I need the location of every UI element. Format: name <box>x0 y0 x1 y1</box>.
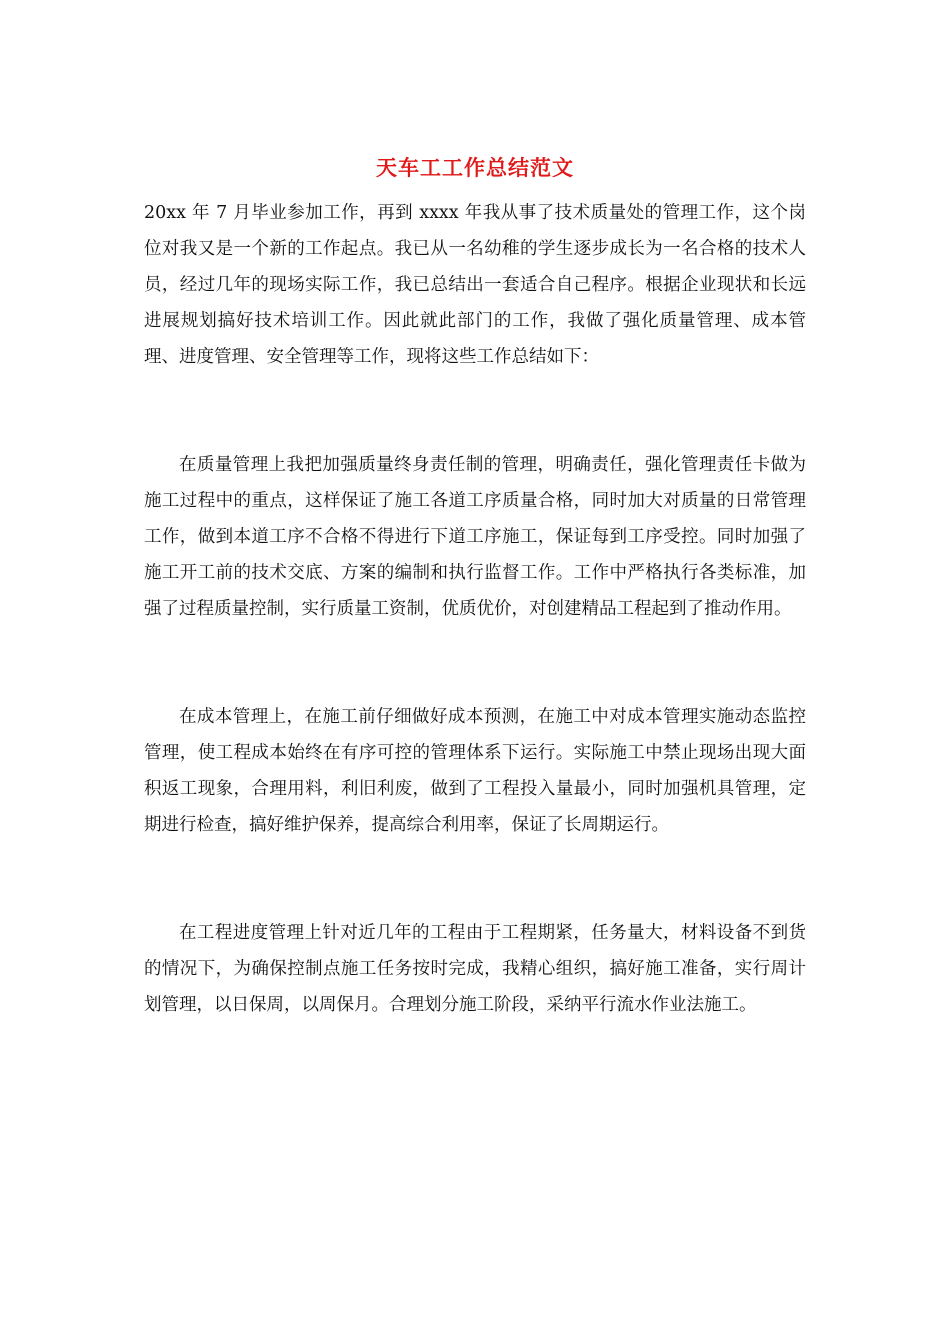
paragraph-cost-management: 在成本管理上，在施工前仔细做好成本预测，在施工中对成本管理实施动态监控管理，使工程成本始终在有序可控的管理体系下运行。实际施工中禁止现场出现大面积返工现象，合理用料，利旧利废，做到了工程投入量最小，同时加强机具管理，定期进行检查，搞好维护保养，提高综合利用率，保证了长周期运行。 <box>144 707 806 835</box>
paragraph-schedule-management: 在工程进度管理上针对近几年的工程由于工程期紧，任务量大，材料设备不到货的情况下，为确保控制点施工任务按时完成，我精心组织，搞好施工准备，实行周计划管理，以日保周，以周保月。合理划分施工阶段，采纳平行流水作业法施工。 <box>144 923 806 1015</box>
paragraph-spacer <box>144 843 806 915</box>
paragraph-quality-management: 在质量管理上我把加强质量终身责任制的管理，明确责任，强化管理责任卡做为施工过程中的重点，这样保证了施工各道工序质量合格，同时加大对质量的日常管理工作，做到本道工序不合格不得进行下道工序施工，保证每到工序受控。同时加强了施工开工前的技术交底、方案的编制和执行监督工作。工作中严格执行各类标准，加强了过程质量控制，实行质量工资制，优质优价，对创建精品工程起到了推动作用。 <box>144 455 806 619</box>
document-title: 天车工工作总结范文 <box>376 155 574 180</box>
document-body <box>144 195 806 1023</box>
paragraph-intro: 20xx 年 7 月毕业参加工作，再到 xxxx 年我从事了技术质量处的管理工作，这个岗位对我又是一个新的工作起点。我已从一名幼稚的学生逐步成长为一名合格的技术人员，经过几年的现场实际工作，我已总结出一套适合自己程序。根据企业现状和长远进展规划搞好技术培训工作。因此就此部门的工作，我做了强化质量管理、成本管理、进度管理、安全管理等工作，现将这些工作总结如下： <box>144 203 806 367</box>
paragraph-spacer <box>144 627 806 699</box>
paragraph-spacer <box>144 375 806 447</box>
